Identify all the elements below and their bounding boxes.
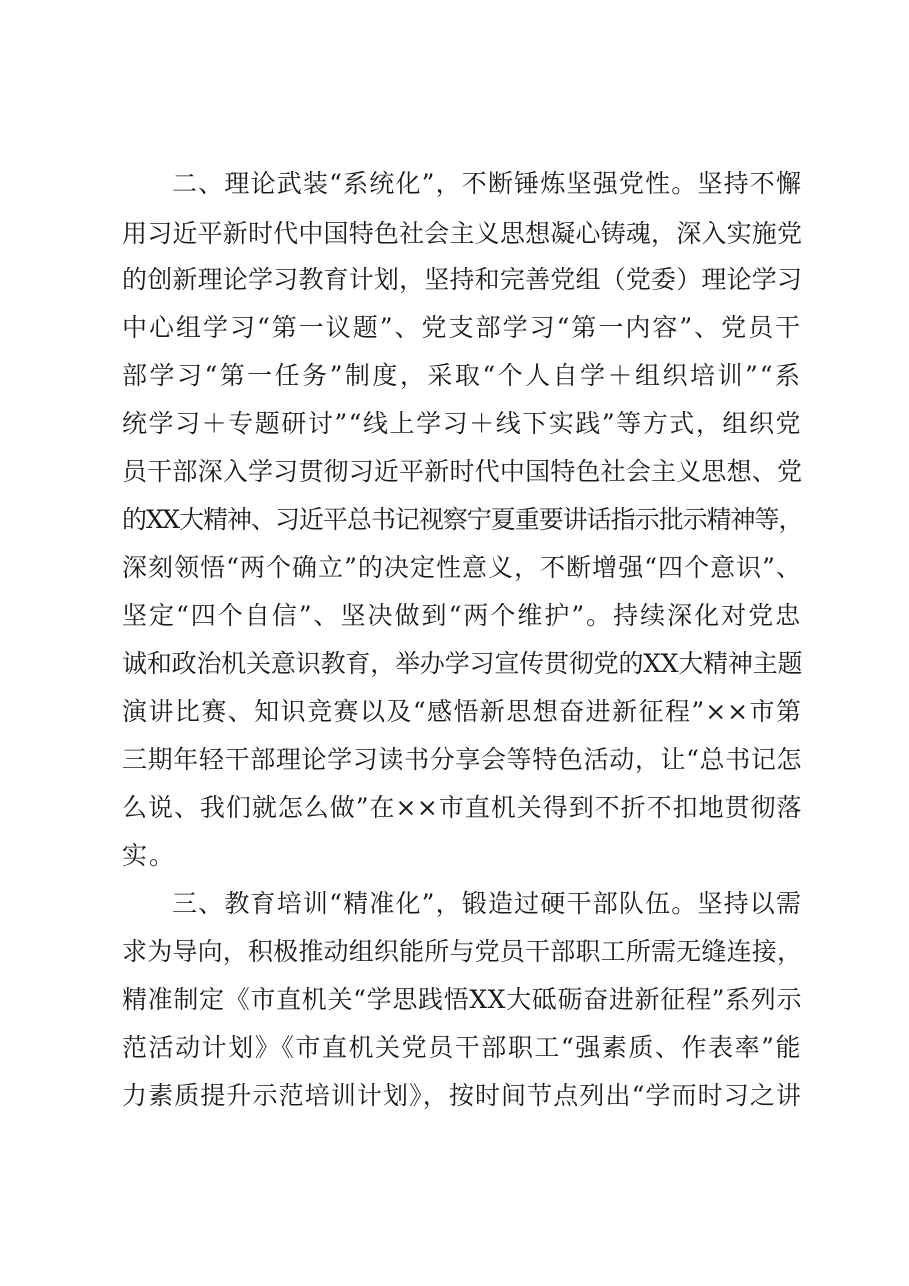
paragraph-1-line-1: 二、理论武装“系统化”，不断锤炼坚强党性。坚持不懈 <box>172 169 802 198</box>
paragraph-1-line-13: 三期年轻干部理论学习读书分享会等特色活动，让“总书记怎 <box>122 745 802 774</box>
paragraph-1-line-8: 的XX大精神、习近平总书记视察宁夏重要讲话指示批示精神等， <box>122 505 802 534</box>
paragraph-2-line-5: 力素质提升示范培训计划》，按时间节点列出“学而时习之讲 <box>122 1081 802 1110</box>
paragraph-1-line-9: 深刻领悟“两个确立”的决定性意义，不断增强“四个意识”、 <box>122 553 802 582</box>
paragraph-1-line-11: 诚和政治机关意识教育，举办学习宣传贯彻党的XX大精神主题 <box>122 649 802 678</box>
paragraph-1-line-6: 统学习＋专题研讨”“线上学习＋线下实践”等方式，组织党 <box>122 409 802 438</box>
paragraph-2-line-3: 精准制定《市直机关“学思践悟XX大砥砺奋进新征程”系列示 <box>122 985 802 1014</box>
paragraph-1-line-10: 坚定“四个自信”、坚决做到“两个维护”。持续深化对党忠 <box>122 601 803 630</box>
paragraph-2-line-1: 三、教育培训“精准化”，锻造过硬干部队伍。坚持以需 <box>172 889 802 918</box>
paragraph-1-line-2: 用习近平新时代中国特色社会主义思想凝心铸魂，深入实施党 <box>122 219 802 248</box>
paragraph-1-line-14: 么说、我们就怎么做”在××市直机关得到不折不扣地贯彻落 <box>122 793 802 822</box>
paragraph-1-line-4: 中心组学习“第一议题”、党支部学习“第一内容”、党员干 <box>122 313 803 342</box>
paragraph-2-line-2: 求为导向，积极推动组织能所与党员干部职工所需无缝连接， <box>122 937 802 966</box>
paragraph-1-line-5: 部学习“第一任务”制度，采取“个人自学＋组织培训”“系 <box>122 361 802 390</box>
paragraph-1-line-3: 的创新理论学习教育计划，坚持和完善党组（党委）理论学习 <box>122 265 802 294</box>
paragraph-1-line-15: 实。 <box>122 841 177 870</box>
paragraph-2-line-4: 范活动计划》《市直机关党员干部职工“强素质、作表率”能 <box>122 1033 802 1062</box>
paragraph-1-line-12: 演讲比赛、知识竞赛以及“感悟新思想奋进新征程”××市第 <box>122 697 802 726</box>
paragraph-1-line-7: 员干部深入学习贯彻习近平新时代中国特色社会主义思想、党 <box>122 457 802 486</box>
